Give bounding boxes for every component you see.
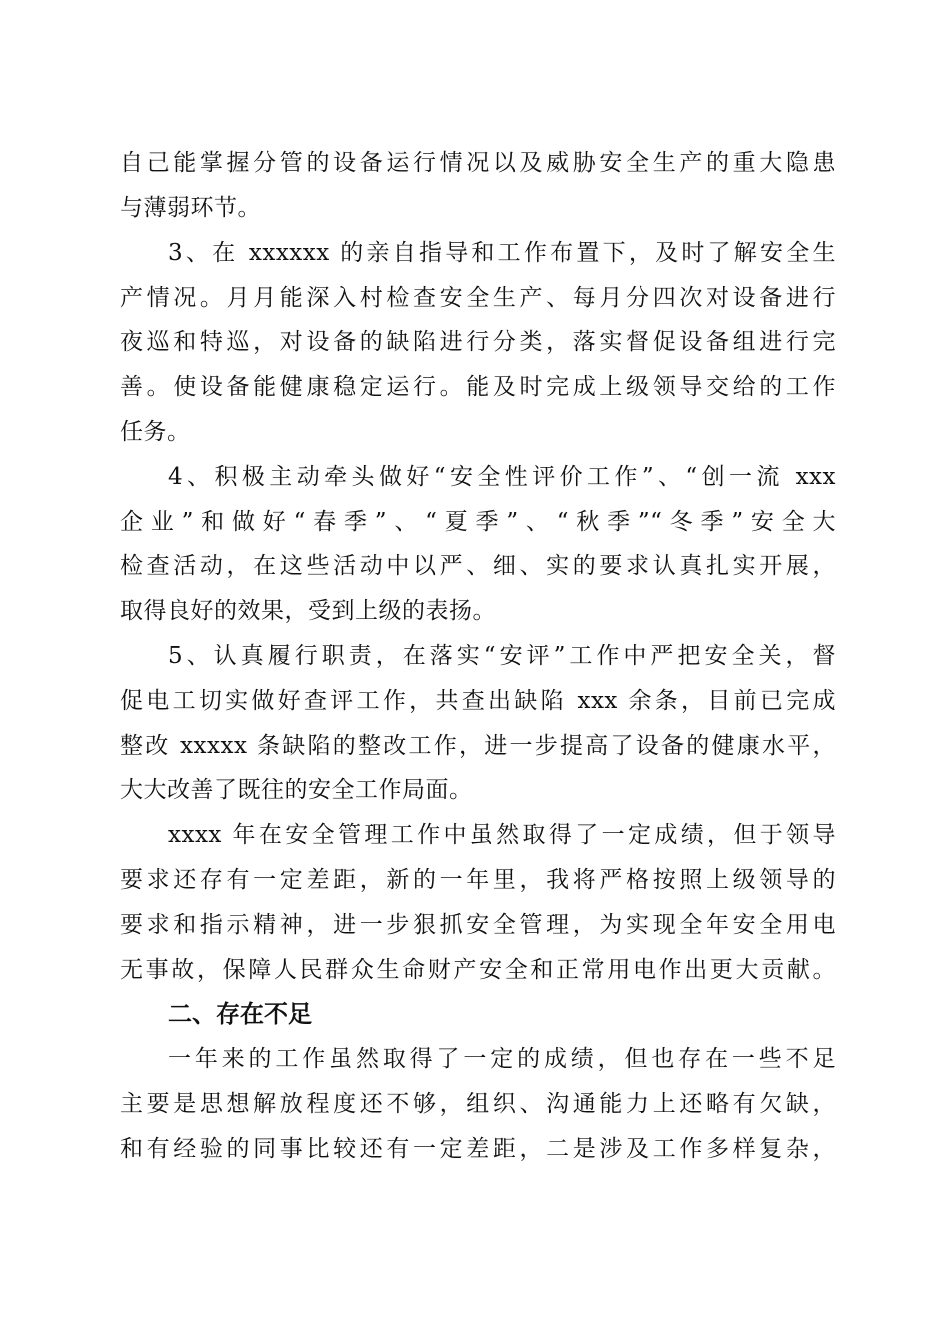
- text-line: 大大改善了既往的安全工作局面。: [120, 777, 473, 803]
- text-line: 夜巡和特巡，对设备的缺陷进行分类，落实督促设备组进行完: [120, 329, 836, 355]
- text-line: 自己能掌握分管的设备运行情况以及威胁安全生产的重大隐患: [120, 150, 836, 176]
- text-line: 善。使设备能健康稳定运行。能及时完成上级领导交给的工作: [120, 374, 836, 400]
- text-line: 主要是思想解放程度还不够，组织、沟通能力上还略有欠缺，: [120, 1091, 836, 1117]
- text-line: 3、在 xxxxxx 的亲自指导和工作布置下，及时了解安全生: [168, 240, 836, 266]
- text-line: 取得良好的效果，受到上级的表扬。: [120, 598, 496, 624]
- text-line: 要求和指示精神，进一步狠抓安全管理，为实现全年安全用电: [120, 912, 836, 938]
- text-line: 产情况。月月能深入村检查安全生产、每月分四次对设备进行: [120, 285, 836, 311]
- text-line: 与薄弱环节。: [120, 195, 261, 221]
- text-line: 5、认真履行职责，在落实“安评”工作中严把安全关，督: [168, 643, 836, 669]
- text-line: 要求还存有一定差距，新的一年里，我将严格按照上级领导的: [120, 867, 836, 893]
- text-line: 4、积极主动牵头做好“安全性评价工作”、“创一流 xxx: [168, 464, 836, 490]
- text-line: xxxx 年在安全管理工作中虽然取得了一定成绩，但于领导: [168, 822, 836, 848]
- text-line: 企业”和做好“春季”、“夏季”、“秋季”“冬季”安全大: [120, 509, 836, 535]
- text-line: 一年来的工作虽然取得了一定的成绩，但也存在一些不足: [168, 1046, 836, 1072]
- text-line: 和有经验的同事比较还有一定差距，二是涉及工作多样复杂，: [120, 1136, 836, 1162]
- text-line: 任务。: [120, 419, 191, 445]
- section-heading: 二、存在不足: [168, 1000, 312, 1028]
- text-line: 检查活动，在这些活动中以严、细、实的要求认真扎实开展，: [120, 553, 836, 579]
- text-line: 促电工切实做好查评工作，共查出缺陷 xxx 余条，目前已完成: [120, 688, 836, 714]
- text-line: 无事故，保障人民群众生命财产安全和正常用电作出更大贡献。: [120, 957, 836, 983]
- text-line: 整改 xxxxx 条缺陷的整改工作，进一步提高了设备的健康水平，: [120, 733, 836, 759]
